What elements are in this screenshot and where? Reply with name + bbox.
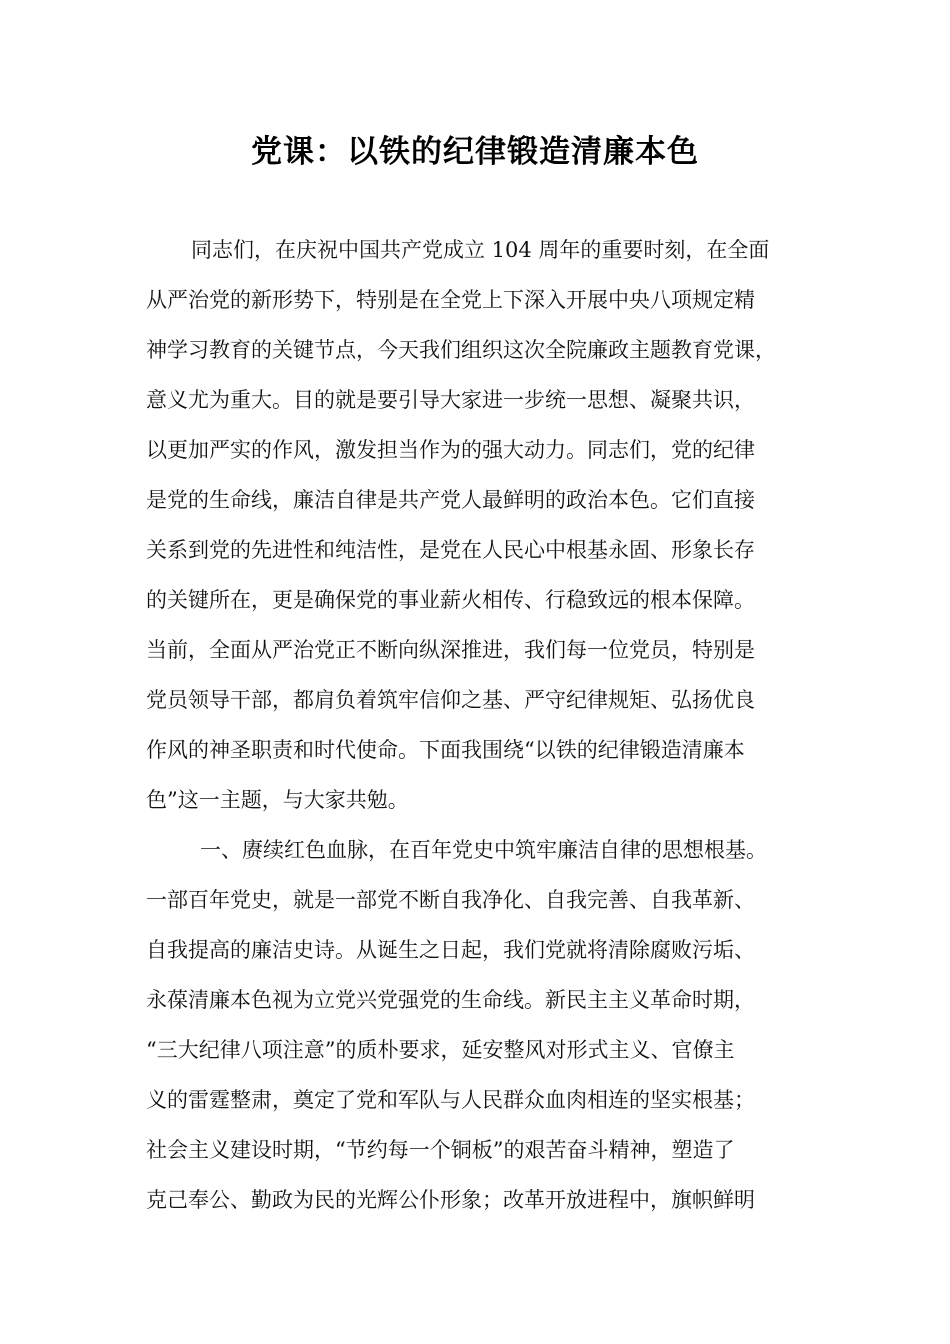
body-line: 神学习教育的关键节点，今天我们组织这次全院廉政主题教育党课， (146, 338, 776, 362)
body-line: 一部百年党史，就是一部党不断自我净化、自我完善、自我革新、 (146, 888, 755, 912)
body-line: 从严治党的新形势下，特别是在全党上下深入开展中央八项规定精 (146, 288, 755, 312)
body-line: 义的雷霆整肃，奠定了党和军队与人民群众血肉相连的坚实根基； (146, 1088, 755, 1112)
body-line: “三大纪律八项注意”的质朴要求，延安整风对形式主义、官僚主 (146, 1038, 735, 1062)
section-heading-line: 一、赓续红色血脉，在百年党史中筑牢廉洁自律的思想根基。 (200, 838, 767, 862)
body-line: 同志们，在庆祝中国共产党成立 104 周年的重要时刻，在全面 (191, 238, 770, 262)
body-line: 自我提高的廉洁史诗。从诞生之日起，我们党就将清除腐败污垢、 (146, 938, 755, 962)
body-line: 关系到党的先进性和纯洁性，是党在人民心中根基永固、形象长存 (146, 538, 755, 562)
body-line: 社会主义建设时期，“节约每一个铜板”的艰苦奋斗精神，塑造了 (146, 1138, 735, 1162)
body-line: 党员领导干部，都肩负着筑牢信仰之基、严守纪律规矩、弘扬优良 (146, 688, 755, 712)
body-line: 作风的神圣职责和时代使命。下面我围绕“以铁的纪律锻造清廉本 (146, 738, 745, 762)
body-line: 当前，全面从严治党正不断向纵深推进，我们每一位党员，特别是 (146, 638, 755, 662)
body-line: 以更加严实的作风，激发担当作为的强大动力。同志们，党的纪律 (146, 438, 755, 462)
body-line: 色”这一主题，与大家共勉。 (146, 788, 409, 812)
body-line: 意义尤为重大。目的就是要引导大家进一步统一思想、凝聚共识， (146, 388, 755, 412)
document-title: 党课：以铁的纪律锻造清廉本色 (251, 134, 699, 170)
body-line: 的关键所在，更是确保党的事业薪火相传、行稳致远的根本保障。 (146, 588, 755, 612)
body-line: 是党的生命线，廉洁自律是共产党人最鲜明的政治本色。它们直接 (146, 488, 755, 512)
body-line: 永葆清廉本色视为立党兴党强党的生命线。新民主主义革命时期， (146, 988, 755, 1012)
body-line: 克己奉公、勤政为民的光辉公仆形象；改革开放进程中，旗帜鲜明 (146, 1188, 755, 1212)
